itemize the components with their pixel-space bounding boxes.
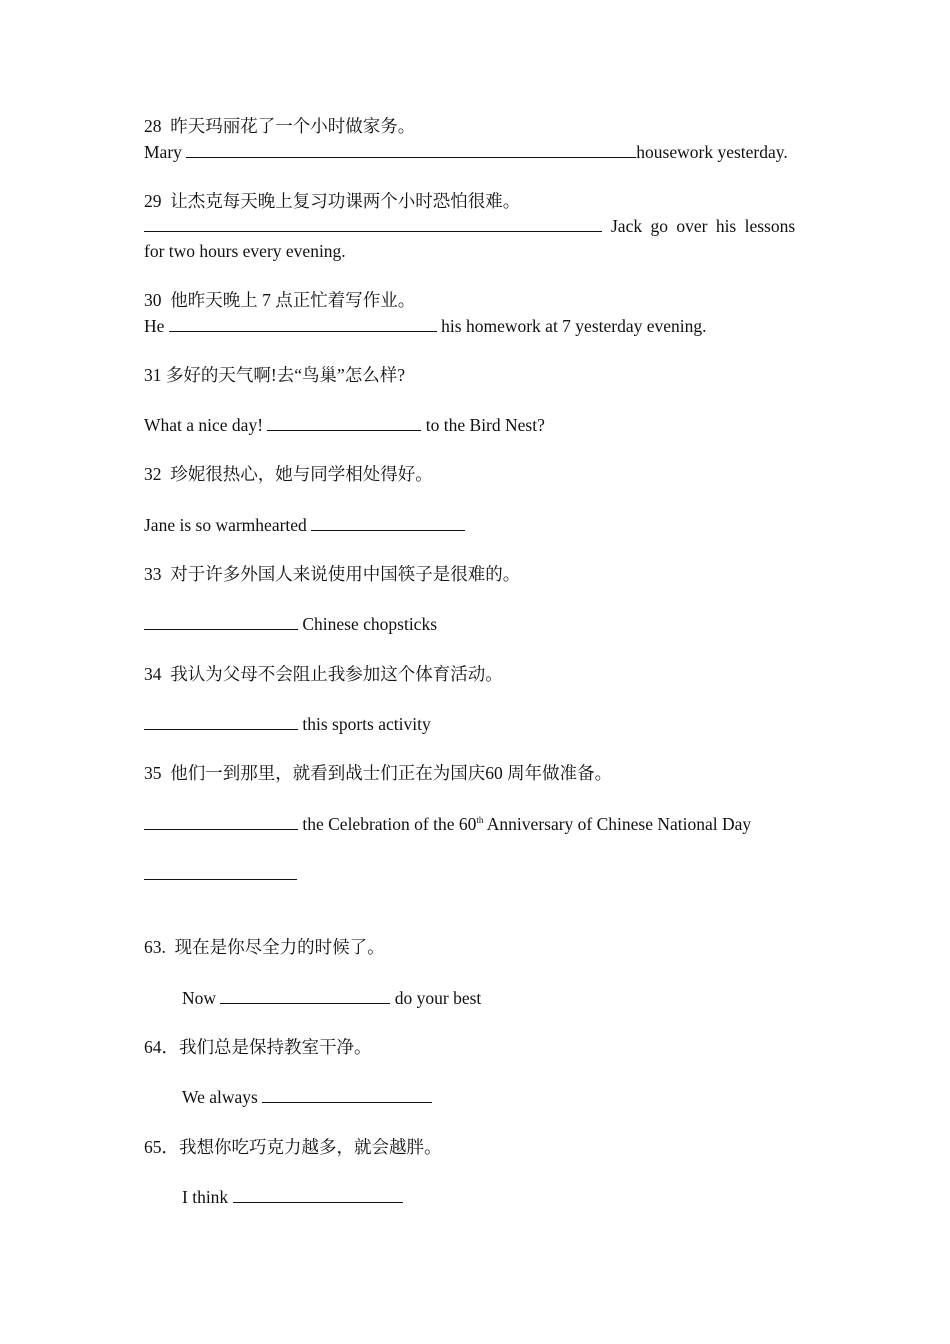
question-64-prompt <box>144 1037 372 1058</box>
question-number: 32 <box>144 464 162 484</box>
answer-blank[interactable] <box>267 415 421 431</box>
answer-blank[interactable] <box>144 216 602 232</box>
answer-prefix: I think <box>182 1187 229 1207</box>
question-63-prompt <box>144 937 385 958</box>
chinese-sentence: 让杰克每天晚上复习功课两个小时恐怕很难。 <box>170 191 521 211</box>
question-31-answer <box>144 415 545 436</box>
question-31-prompt <box>144 365 405 386</box>
chinese-sentence: 他昨天晚上 7 点正忙着写作业。 <box>170 290 416 310</box>
answer-blank[interactable] <box>311 515 465 531</box>
question-28-answer <box>144 142 788 163</box>
question-64-answer <box>182 1087 432 1108</box>
answer-suffix: Jack go over his lessons <box>611 216 796 236</box>
question-30-prompt <box>144 290 415 311</box>
question-35-prompt <box>144 763 612 784</box>
question-number: 63. <box>144 937 166 957</box>
answer-suffix: this sports activity <box>302 714 431 734</box>
chinese-sentence: 现在是你尽全力的时候了。 <box>174 937 385 957</box>
question-number: 64． <box>144 1037 179 1057</box>
answer-prefix: What a nice day! <box>144 415 264 435</box>
answer-suffix: his homework at 7 yesterday evening. <box>441 316 707 336</box>
answer-blank[interactable] <box>144 864 297 880</box>
answer-suffix-part1: the Celebration of the 60 <box>302 814 477 834</box>
answer-prefix: Now <box>182 988 217 1008</box>
answer-blank[interactable] <box>144 614 298 630</box>
answer-suffix-part2: Anniversary of Chinese National Day <box>486 814 752 834</box>
chinese-sentence: 我认为父母不会阻止我参加这个体育活动。 <box>170 664 503 684</box>
answer-prefix: We always <box>182 1087 258 1107</box>
answer-blank[interactable] <box>144 714 298 730</box>
question-65-answer <box>182 1187 403 1208</box>
answer-blank[interactable] <box>233 1187 403 1203</box>
answer-prefix: Jane is so warmhearted <box>144 515 307 535</box>
chinese-sentence: 昨天玛丽花了一个小时做家务。 <box>170 116 416 136</box>
question-number: 34 <box>144 664 162 684</box>
question-65-prompt <box>144 1137 442 1158</box>
answer-blank[interactable] <box>169 316 437 332</box>
question-33-prompt <box>144 564 520 585</box>
chinese-sentence: 我们总是保持教室干净。 <box>179 1037 372 1057</box>
question-33-answer <box>144 614 437 635</box>
answer-blank[interactable] <box>144 814 298 830</box>
chinese-sentence: 他们一到那里，就看到战士们正在为国庆60 周年做准备。 <box>170 763 613 783</box>
question-number: 31 <box>144 365 162 385</box>
question-number: 33 <box>144 564 162 584</box>
answer-suffix: housework yesterday. <box>636 142 788 162</box>
question-number: 30 <box>144 290 162 310</box>
question-34-prompt <box>144 664 503 685</box>
ordinal-suffix: th <box>476 815 484 826</box>
question-number: 65． <box>144 1137 179 1157</box>
answer-prefix: Mary <box>144 142 182 162</box>
answer-suffix: Chinese chopsticks <box>302 614 438 634</box>
question-63-answer <box>182 988 481 1009</box>
question-35-answer-line2 <box>144 864 297 885</box>
question-28-prompt <box>144 116 415 137</box>
question-32-answer <box>144 515 465 536</box>
answer-suffix: to the Bird Nest? <box>425 415 545 435</box>
question-number: 28 <box>144 116 162 136</box>
question-29-answer-line2 <box>144 241 346 262</box>
chinese-sentence: 对于许多外国人来说使用中国筷子是很难的。 <box>170 564 521 584</box>
question-29-answer-line1 <box>144 216 602 237</box>
question-29-prompt <box>144 191 520 212</box>
question-30-answer <box>144 316 707 337</box>
answer-blank[interactable] <box>186 142 636 158</box>
answer-prefix: He <box>144 316 165 336</box>
chinese-sentence: 珍妮很热心，她与同学相处得好。 <box>170 464 433 484</box>
question-34-answer <box>144 714 431 735</box>
answer-blank[interactable] <box>220 988 390 1004</box>
answer-continuation: for two hours every evening. <box>144 241 346 261</box>
question-number: 35 <box>144 763 162 783</box>
chinese-sentence: 我想你吃巧克力越多，就会越胖。 <box>179 1137 442 1157</box>
answer-suffix: do your best <box>394 988 482 1008</box>
answer-blank[interactable] <box>262 1087 432 1103</box>
question-29-answer-suffix <box>611 216 795 237</box>
chinese-sentence: 多好的天气啊!去“鸟巢”怎么样? <box>165 365 406 385</box>
question-32-prompt <box>144 464 433 485</box>
question-35-answer <box>144 814 751 835</box>
question-number: 29 <box>144 191 162 211</box>
